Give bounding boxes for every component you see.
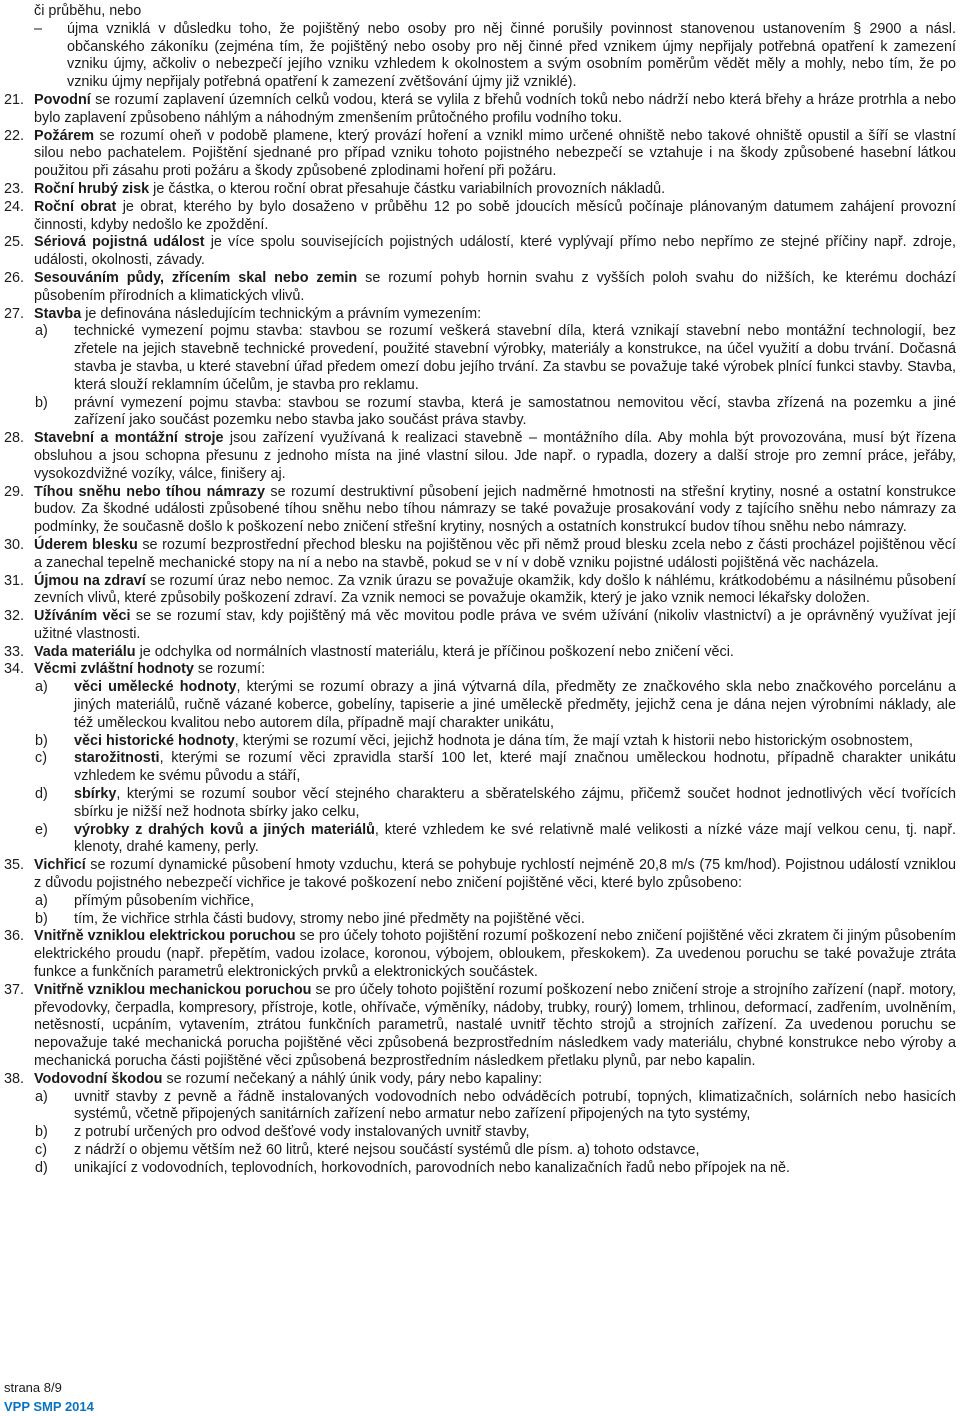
item-number: 28. [4, 430, 25, 447]
definition-item [4, 608, 956, 644]
item-number: 33. [4, 643, 25, 660]
definition-item [4, 270, 956, 306]
paragraph-text: či průběhu, nebo [34, 3, 142, 19]
sub-item [4, 1124, 956, 1142]
item-number: 24. [4, 198, 25, 215]
definition-text: se rozumí úraz nebo nemoc. Za vznik úrazu se považuje okamžik, kdy došlo k náhlému, krátkodobému a násilnému působení zevních vlivů, které způsobily poškození zdraví. Za vznik nemoci se považuje okamžik, který je jako vznik nemoci lékařsky doložen. [34, 572, 956, 607]
document-body [4, 3, 956, 1178]
definition-text: se rozumí zaplavení územních celků vodou, která se vylila z břehů vodních toků nebo nádrží nebo která břehy a hráze protrhla a nebo bylo zaplavení způsobeno náhlým a náhodným zmenšením průtočného profilu vodního toku. [34, 91, 956, 126]
item-number: 37. [4, 981, 25, 998]
definition-item [4, 199, 956, 235]
defined-term: Sesouváním půdy, zřícením skal nebo zemin [34, 269, 358, 286]
defined-term: Požárem [34, 127, 94, 144]
definition-item [4, 928, 956, 981]
sub-item-letter: b) [35, 394, 48, 411]
sub-item [4, 1089, 956, 1125]
sub-item-letter: a) [35, 892, 48, 909]
definition-text: je částka, o kterou roční obrat přesahuje částku variabilních provozních nákladů. [149, 180, 666, 197]
defined-term: výrobky z drahých kovů a jiných materiálů [74, 821, 375, 838]
item-number: 32. [4, 608, 25, 625]
sub-item-text: přímým působením vichřice, [74, 892, 254, 909]
item-number: 35. [4, 857, 25, 874]
defined-term: Roční obrat [34, 198, 117, 215]
sub-item-letter: b) [35, 732, 48, 749]
sub-item-text: , kterými se rozumí soubor věcí stejného charakteru a sběratelského zájmu, přičemž součet hodnot jednotlivých věcí tvořících sbírku je nižší než hodnota sbírky jako celku, [74, 786, 956, 820]
definition-item [4, 92, 956, 128]
definition-text: je obrat, kterého by bylo dosaženo v průběhu 12 po sobě jdoucích měsíců počínaje plánovaným datumem zahájení provozní činnosti, kdyby nedošlo ke zpoždění. [34, 198, 957, 233]
defined-term: Vada materiálu [34, 643, 136, 660]
sub-item-letter: c) [35, 750, 47, 767]
definition-item [4, 430, 956, 483]
sub-item [4, 395, 956, 431]
definition-item [4, 644, 956, 662]
defined-term: Věcmi zvláštní hodnoty [34, 661, 194, 678]
definition-text: je více spolu souvisejících pojistných událostí, které vyplývají přímo nebo nepřímo ze stejné příčiny např. zdroje, události, okolnosti, závady. [34, 234, 956, 269]
sub-item-letter: d) [35, 1159, 48, 1176]
sub-item [4, 733, 956, 751]
definition-text: se rozumí bezprostřední přechod blesku na pojištěnou věc při němž proud blesku zcela nebo z části procházel pojištěnou věcí a zanechal tepelně mechanické stopy na ní a nebo na stavbě, pokud se v ní v době vzniku pojistné události pojištěná věc nacházela. [34, 536, 956, 571]
sub-item-letter: a) [35, 323, 48, 340]
definition-text: se rozumí oheň v podobě plamene, který provází hoření a vznikl mimo určené ohniště nebo takové ohniště opustil a šíří se vlastní silou nebo pachatelem. Pojištění sjednané pro případ vzniku tohoto pojistného nebezpečí se vztahuje i na škody způsobené hasební látkou použitou při zásahu proti požáru a škody způsobené zplodinami hoření při požáru. [34, 127, 956, 180]
sub-item [4, 323, 956, 394]
item-number: 30. [4, 536, 25, 553]
continuation-paragraph [4, 3, 956, 21]
defined-term: Vichřicí [34, 857, 86, 874]
definition-item [4, 857, 956, 893]
definition-item [4, 537, 956, 573]
sub-item-text: , kterými se rozumí obrazy a jiná výtvarná díla, předměty ze značkového skla nebo značkového porcelánu a jiných materiálů, ručně vázané koberce, gobelíny, tapiserie a jiné uměleckě předměty, jejichž cena je dána nejen výrobními náklady, ale též uměleckou kvalitou nebo autorem díla, případně mají charakter unikátu, [74, 679, 956, 731]
definition-text: se pro účely tohoto pojištění rozumí poškození nebo zničení pojištěné věci zkratem či jiným působením elektrického proudu (např. přepětím, vadou izolace, koronou, výbojem, obloukem, přeskokem). Za uvedenou poruchu se také považuje ztráta funkce a funkčních parametrů elektronických prvků a elektronických součástek. [34, 928, 956, 981]
defined-term: Sériová pojistná událost [34, 234, 205, 251]
item-number: 25. [4, 234, 25, 251]
sub-item [4, 893, 956, 911]
item-number: 27. [4, 305, 25, 322]
item-number: 23. [4, 180, 25, 197]
defined-term: Tíhou sněhu nebo tíhou námrazy [34, 483, 265, 500]
sub-item-text: , kterými se rozumí věci, jejichž hodnota je dána tím, že mají vztah k historii nebo historickým osobnostem, [234, 732, 913, 749]
item-number: 21. [4, 91, 25, 108]
sub-item-letter: d) [35, 786, 48, 803]
definition-text: se rozumí destruktivní působení jejich nadměrné hmotnosti na střešní krytiny, nosné a ostatní konstrukce budov. Za škodné události způsobené tíhou sněhu nebo tíhou námrazy se také považuje prosakování vody z tajícího sněhu nebo námrazy za podmínky, že současně došlo k poškození nebo zničení střešní krytiny, nosných a ostatních konstrukcí budov tíhou sněhu nebo námrazy. [34, 483, 956, 536]
sub-item-text: uvnitř stavby z pevně a řádně instalovaných vodovodních nebo odváděcích potrubí, topných, klimatizačních, solárních nebo hasicích systémů, včetně připojených sanitárních zařízení nebo armatur nebo zařízení připojených na tyto systémy, [74, 1088, 956, 1123]
definition-item [4, 484, 956, 537]
definition-item [4, 1071, 956, 1089]
sub-item [4, 1160, 956, 1178]
sub-item-letter: a) [35, 679, 48, 696]
definition-item [4, 181, 956, 199]
defined-term: Užíváním věci [34, 608, 131, 625]
defined-term: Roční hrubý zisk [34, 180, 150, 197]
sub-item-text: z potrubí určených pro odvod dešťové vody instalovaných uvnitř stavby, [74, 1124, 530, 1141]
sub-item-text: , které vzhledem ke své relativně malé velikosti a nízké váze mají velkou cenu, tj. např. klenoty, drahé kameny, perly. [74, 821, 956, 856]
definition-text: je definována následujícím technickým a právním vymezením: [81, 305, 482, 322]
defined-term: starožitnosti [74, 750, 160, 767]
definition-item [4, 306, 956, 324]
sub-item-letter: b) [35, 1124, 48, 1141]
item-number: 36. [4, 928, 25, 945]
defined-term: Stavební a montážní stroje [34, 430, 224, 447]
sub-item-letter: c) [35, 1142, 47, 1158]
definition-text: se rozumí pohyb hornin svahu z vyšších poloh svahu do nižších, ke kterému dochází působením přírodních a klimatických vlivů. [34, 269, 956, 304]
sub-item-text: tím, že vichřice strhla části budovy, stromy nebo jiné předměty na pojištěné věci. [74, 910, 585, 927]
sub-item [4, 679, 956, 732]
sub-item-text: , kterými se rozumí věci zpravidla starší 100 let, které mají značnou uměleckou hodnotu, případně charakter unikátu vzhledem ke svému původu a stáří, [74, 750, 956, 785]
sub-item-text: právní vymezení pojmu stavba: stavbou se rozumí stavba, která je samostatnou nemovitou věcí, stavba zřízená na pozemku a jiné zařízení jako součást pozemku nebo stavba jako součást práva stavby. [74, 394, 956, 429]
defined-term: věci historické hodnoty [74, 732, 235, 749]
sub-item-text: z nádrží o objemu větším než 60 litrů, které nejsou součástí systémů dle písm. a) tohoto odstavce, [74, 1142, 700, 1158]
item-number: 38. [4, 1070, 25, 1087]
defined-term: Povodní [34, 91, 91, 108]
defined-term: Vnitřně vzniklou elektrickou poruchou [34, 928, 296, 945]
item-number: 31. [4, 572, 25, 589]
defined-term: Újmou na zdraví [34, 572, 146, 589]
sub-item-letter: e) [35, 821, 48, 838]
sub-item-letter: b) [35, 910, 48, 927]
defined-term: Vodovodní škodou [34, 1070, 163, 1087]
page-footer [4, 1380, 94, 1416]
item-number: 29. [4, 483, 25, 500]
sub-item-text: technické vymezení pojmu stavba: stavbou se rozumí veškerá stavební díla, která vznikají stavební nebo montážní technologií, bez zřetele na jejich stavebně technické provedení, použité stavební výrobky, materiály a konstrukce, na účel využití a dobu trvání. Dočasná stavba je stavba, u které stavební úřad předem omezí dobu jejího trvání. Za stavbu se považuje také výrobek plnící funkci stavby. Stavba, která slouží reklamním účelům, je stavba pro reklamu. [74, 323, 956, 393]
definition-item [4, 982, 956, 1071]
paragraph-text: újma vzniklá v důsledku toho, že pojištěný nebo osoby pro něj činné porušily povinnost stanovenou ustanovením § 2900 a násl. občanského zákoníku (zejména tím, že pojištěný nebo osoby pro něj činné před vznikem újmy nepřijaly potřebná opatření k zamezení vzniku újmy, ačkoliv o nebezpečí jejího vzniku vzhledem k okolnostem a svým osobním poměrům vědět měly a mohly, nebo tím, že po vzniku újmy nepřijaly potřebná opatření k zamezení zvětšování újmy již vzniklé). [67, 20, 956, 91]
document-code: VPP SMP 2014 [4, 1399, 94, 1414]
definition-text: se rozumí nečekaný a náhlý únik vody, páry nebo kapaliny: [162, 1070, 543, 1087]
defined-term: Úderem blesku [34, 536, 138, 553]
defined-term: Stavba [34, 305, 82, 322]
sub-item-letter: a) [35, 1088, 48, 1105]
item-number: 34. [4, 661, 25, 678]
definition-text: se pro účely tohoto pojištění rozumí poškození nebo zničení stroje a strojního zařízení (např. motory, převodovky, čerpadla, kompresory, přístroje, kotle, ohřívače, výměníky, nádoby, trubky, rourý) lomem, trhlinou, deformací, zadřením, uvolněním, netěsností, ucpáním, vytavením, ztrátou funkčních parametrů, nastalé uvnitř těchto strojů a strojních zařízení. Za uvedenou poruchu se nepovažuje také mechanická porucha pojištěné věci způsobená bezprostředním následkem vady materiálu, chybné konstrukce nebo výroby a mechanická porucha části pojištěné věci způsobená bezprostředním následkem přetlaku plynů, par nebo kapalin. [34, 981, 956, 1070]
defined-term: Vnitřně vzniklou mechanickou poruchou [34, 981, 312, 998]
sub-item [4, 750, 956, 786]
definition-text: se rozumí dynamické působení hmoty vzduchu, která se pohybuje rychlostí nejméně 20,8 m/s (75 km/hod). Pojistnou událostí vzniklou z důvodu pojistného nebezpečí vichřice je takové poškození nebo zničení pojištěné věci, které bylo způsobeno: [34, 857, 956, 892]
item-number: 26. [4, 269, 25, 286]
sub-item [4, 1142, 956, 1160]
definition-text: se se rozumí stav, kdy pojištěný má věc movitou podle práva ve svém užívání (nikoliv vlastnictví) a je oprávněný využívat její užitné vlastnosti. [34, 608, 957, 642]
item-number: 22. [4, 127, 25, 144]
definition-text: se rozumí: [193, 661, 266, 678]
definition-item [4, 573, 956, 609]
dash-list-item [4, 21, 956, 92]
defined-term: sbírky [74, 786, 117, 803]
dash-marker: – [34, 20, 43, 37]
page-number: strana 8/9 [4, 1380, 62, 1395]
defined-term: věci umělecké hodnoty [74, 679, 237, 696]
sub-item-text: unikající z vodovodních, teplovodních, horkovodních, parovodních nebo kanalizačních řadů nebo přípojek na ně. [74, 1159, 791, 1176]
sub-item [4, 911, 956, 929]
sub-item [4, 822, 956, 858]
sub-item [4, 786, 956, 822]
definition-text: je odchylka od normálních vlastností materiálu, která je příčinou poškození nebo zničení věci. [135, 643, 734, 660]
definition-text: jsou zařízení využívaná k realizaci stavebně – montážního díla. Aby mohla být provozována, musí být řízena obsluhou a jsou schopna přesunu z jednoho místa na jiné vlastní silou. Jde např. o rypadla, dozery a další stroje pro zemní práce, jeřáby, vysokozdvižné vozíky, válce, finišery aj. [34, 430, 956, 482]
definition-item [4, 234, 956, 270]
definition-item [4, 128, 956, 181]
definition-item [4, 661, 956, 679]
